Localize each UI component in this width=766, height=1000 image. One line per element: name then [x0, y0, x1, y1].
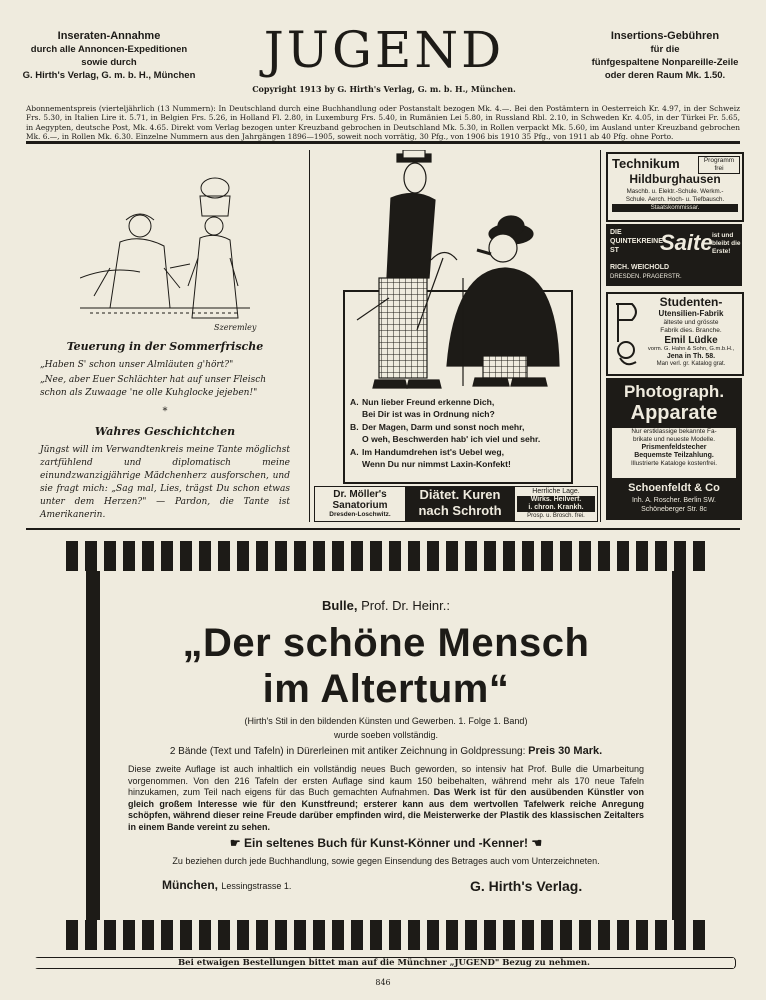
illustration-artist: Szeremley: [214, 323, 257, 332]
dialog-line-2: „Nee, aber Euer Schlächter hat auf unser Fleisch schon als Zuwaage 'ne olle Kuhglocke jejeben!": [40, 375, 267, 398]
photo-detail-5: Illustrierte Kataloge kostenfrei.: [631, 460, 717, 467]
laxin-verse-line-5: [350, 446, 566, 458]
article-title-teuerung: Teuerung in der Sommerfrische: [66, 340, 264, 353]
saite-ad: [606, 224, 742, 286]
book-description: [128, 764, 644, 834]
speaker-label: A.: [350, 397, 359, 407]
book-publisher: G. Hirth's Verlag.: [470, 878, 583, 894]
saite-prefix-2: QUINTEKREINE: [610, 238, 663, 245]
moeller-info-3: i. chron. Krankh.: [517, 504, 595, 512]
pointing-hand-icon: ☚: [531, 836, 543, 850]
section-rule: [26, 528, 740, 530]
photo-detail-2: brikate und neueste Modelle.: [632, 436, 716, 443]
laxin-verse-line-6: [350, 458, 566, 470]
saite-prefix-1: DIE: [610, 229, 622, 236]
technikum-title: Technikum: [612, 156, 680, 171]
studenten-detail-1: älteste und grösste: [663, 319, 719, 326]
photo-details: [612, 428, 736, 478]
book-author: [110, 598, 662, 613]
technikum-details: [612, 188, 738, 212]
header-left-line-3: sowie durch: [81, 57, 137, 68]
book-description-bold: Das Werk ist für den ausübenden Künstler von gleich großem Interesse wie für den Kunstfreund; ersterer kann aus dem wertvollen Tafelwerk reiche Anregung schöpfen, während dieser reine Freude darüber empfinden wird, die Meisterwerke der Plastik des klassischen Zeitalters in einem Bande vereint zu sehen.: [128, 787, 644, 832]
moeller-kur-banner: [405, 487, 515, 521]
photo-address-2: Schöneberger Str. 8c: [641, 506, 707, 513]
verse-text: Wenn Du nur nimmst Laxin-Konfekt!: [362, 459, 511, 470]
studenten-title-1: Studenten-: [659, 295, 723, 309]
moeller-sanatorium-ad: [314, 486, 598, 522]
saite-prefix: [610, 228, 663, 255]
book-volumes-line: [110, 745, 662, 757]
moeller-kur-2: nach Schroth: [418, 503, 502, 518]
saite-maker: RICH. WEICHOLD: [610, 264, 670, 271]
header-right-notice: [570, 30, 760, 82]
laxin-verse-line-3: [350, 421, 566, 433]
photo-detail-1: Nur erstklassige bekannte Fa-: [631, 428, 717, 435]
studenten-detail-5: Man verl. gr. Katalog grat.: [656, 361, 726, 367]
laxin-verse: [350, 396, 566, 470]
book-author-rest: Prof. Dr. Heinr.:: [361, 598, 450, 613]
photo-apparate-ad: [606, 378, 742, 520]
copyright-line: Copyright 1913 by G. Hirth's Verlag, G. m. b. H., München.: [252, 84, 516, 94]
technikum-badge: Programm frei: [698, 156, 740, 174]
dialog-line-1: „Haben S' schon unser Almläuten g'hört?": [40, 360, 234, 370]
studenten-ad: [606, 292, 744, 376]
technikum-ad: [606, 152, 744, 222]
photo-address: [606, 496, 742, 514]
photo-detail-3: Prismenfeldstecher: [641, 444, 707, 451]
header-left-notice: [14, 30, 204, 82]
section-star: *: [162, 406, 168, 417]
moeller-kur-1: Diätet. Kuren: [419, 487, 501, 502]
moeller-name-1: Dr. Möller's: [333, 489, 387, 500]
book-description-normal: Diese zweite Auflage ist auch inhaltlich ein vollständig neues Buch geworden, so intensiv hat Prof. Bulle die Umarbeitung vorgenommen. Von den 216 Tafeln der ersten Auflage sind kaum 150 beibehalten, während mehr als 170 neue Tafeln hinzukamen, zum Teil nach eigens für das Buch gemachten Aufnahmen.: [128, 764, 644, 798]
header-right-line-3: fünfgespaltene Nonpareille-Zeile: [591, 57, 739, 68]
header-right-line-1: Insertions-Gebühren: [610, 30, 720, 42]
verse-text: Der Magen, Darm und sonst noch mehr,: [362, 421, 525, 432]
moeller-name-block: [317, 489, 403, 519]
summer-resort-illustration: [80, 168, 250, 328]
header-left-line-4: G. Hirth's Verlag, G. m. b. H., München: [22, 70, 196, 81]
moeller-info-block: [517, 488, 595, 520]
book-ad-left-bar: [86, 571, 100, 920]
photo-title-1: Photograph.: [623, 382, 725, 401]
article-title-geschichtchen: Wahres Geschichtchen: [94, 425, 236, 438]
saite-city: DRESDEN. PRAGERSTR.: [610, 274, 682, 280]
photo-title-2: Apparate: [630, 402, 718, 424]
photo-address-1: Inh. A. Roscher. Berlin SW.: [631, 497, 717, 504]
book-order-info: Zu beziehen durch jede Buchhandlung, sowie gegen Einsendung des Betrages auch vom Unterzeichneten.: [172, 856, 600, 866]
studenten-monogram-icon: [610, 298, 642, 368]
book-title-line-2: im Altertum“: [262, 667, 510, 711]
subscription-info: Abonnementspreis (vierteljährlich (13 Nummern): In Deutschland durch eine Buchhandlung oder Postanstalt bezogen Mk. 4.—. Bei den Postämtern in Oesterreich Kr. 4.97, in der Schweiz Frs. 5.30, in Italien Lire it. 5.71, in Belgien Frs. 5.26, in Holland Fl. 2.80, in Luxemburg Frs. 5.40, in Rumänien Lei 5.80, in Russland Rbl. 2.10, in Schweden Kr. 4.05, in der Türkei Fr. 5.65, in Aegypten, deutsche Post, Mk. 4.65. Direkt vom Verlag bezogen unter Kreuzband gebrochen in Deutschland Mk. 5.30, in Rollen verpackt Mk. 5.60, im Ausland unter Kreuzband gebrochen Mk. 6.—, in Rollen Mk. 6.30. Einzelne Nummern aus den Jahrgängen 1896—1905, soweit noch vorrätig, 30 Pfg., von 1906 bis 1910 35 Pfg., von 1911 ab 40 Pfg. ohne Porto.: [26, 104, 740, 142]
header-rule: [26, 141, 740, 144]
column-divider-1: [309, 150, 310, 522]
studenten-detail-2: Fabrik dies. Branche.: [660, 327, 722, 334]
laxin-verse-line-4: [350, 433, 566, 445]
technikum-detail-2: Schule. Aerch. Hoch- u. Tiefbausch.: [625, 196, 725, 203]
photo-firm-name: Schoenfeldt & Co: [628, 482, 720, 494]
pointing-hand-icon: ☛: [229, 836, 241, 850]
saite-slogan: ist und bleibt die Erste!: [712, 232, 741, 255]
book-title-line-1: „Der schöne Mensch: [182, 621, 590, 665]
laxin-cartoon-illustration: [345, 150, 567, 394]
speaker-label: A.: [350, 446, 359, 457]
studenten-detail-3: vorm. G. Hahn & Sohn, G.m.b.H.,: [647, 346, 735, 352]
studenten-text: [642, 296, 740, 368]
studenten-title-2: Utensilien-Fabrik: [658, 309, 724, 318]
book-ad-bottom-stripe: [66, 920, 706, 950]
book-series: (Hirth's Stil in den bildenden Künsten und Gewerben. 1. Folge 1. Band): [244, 716, 528, 726]
moeller-place: Dresden-Loschwitz.: [329, 511, 391, 518]
header-left-line-2: durch alle Annoncen-Expeditionen: [30, 44, 188, 55]
technikum-detail-1: Maschb. u. Elektr.-Schule. Werkm.-: [626, 188, 724, 195]
moeller-name-2: Sanatorium: [332, 500, 388, 511]
book-slogan: Ein seltenes Buch für Kunst-Könner und -Kenner!: [243, 836, 528, 850]
saite-title: Saite: [660, 230, 713, 255]
book-city-line: [162, 878, 291, 892]
photo-detail-4: Bequemste Teilzahlung.: [634, 452, 714, 459]
book-ad-right-bar: [672, 571, 686, 920]
book-street: Lessingstrasse 1.: [221, 881, 292, 891]
masthead-title: JUGEND: [263, 21, 505, 79]
column-divider-2: [600, 150, 601, 522]
studenten-detail-4: Jena in Th. 58.: [666, 353, 716, 360]
book-price: Preis 30 Mark.: [528, 745, 603, 757]
header-right-line-2: für die: [650, 44, 680, 55]
moeller-info-2: Wirks. Heilverf.: [517, 496, 595, 504]
verse-text: Im Handumdrehen ist's Uebel weg,: [362, 446, 504, 457]
book-city: München,: [162, 878, 218, 892]
book-slogan-line: [110, 836, 662, 850]
verse-text: O weh, Beschwerden hab' ich viel und sehr.: [362, 434, 541, 445]
book-author-surname: Bulle,: [322, 598, 358, 613]
header-right-line-4: oder deren Raum Mk. 1.50.: [604, 70, 726, 81]
book-volumes: 2 Bände (Text und Tafeln) in Dürerleinen mit antiker Zeichnung in Goldpressung:: [169, 746, 526, 757]
moeller-info-1: Herrliche Lage.: [532, 488, 580, 495]
laxin-verse-line-1: [350, 396, 566, 408]
saite-prefix-3: ST: [610, 247, 619, 254]
moeller-info-4: Prosp. u. Brosch. frei.: [527, 513, 585, 519]
header-left-line-1: Inseraten-Annahme: [57, 30, 161, 42]
speaker-label: B.: [350, 421, 359, 432]
laxin-verse-line-2: [350, 408, 566, 420]
technikum-city: Hildburghausen: [629, 172, 721, 186]
book-status: wurde soeben vollständig.: [333, 730, 439, 740]
verse-text: Nun lieber Freund erkenne Dich,: [362, 397, 495, 407]
page-number: 846: [375, 978, 391, 987]
technikum-detail-3: Staatskommissar.: [612, 204, 738, 212]
story-text: Jüngst will im Verwandtenkreis meine Tante möglichst zartfühlend und diplomatisch meine einundzwanzigjährige Mädchenherz ausforschen, und sie fragt mich: „Sag mal, Lies, trägst Du schon etwas unter dem Herzen?" — Pardon, die Tante ist Amerikanerin.: [40, 445, 290, 520]
book-ad-top-stripe: [66, 541, 706, 571]
verse-text: Bei Dir ist was in Ordnung nich?: [362, 409, 495, 420]
studenten-firm-name: Emil Lüdke: [664, 335, 718, 346]
footer-notice: Bei etwaigen Bestellungen bittet man auf die Münchner „JUGEND" Bezug zu nehmen.: [34, 958, 734, 968]
